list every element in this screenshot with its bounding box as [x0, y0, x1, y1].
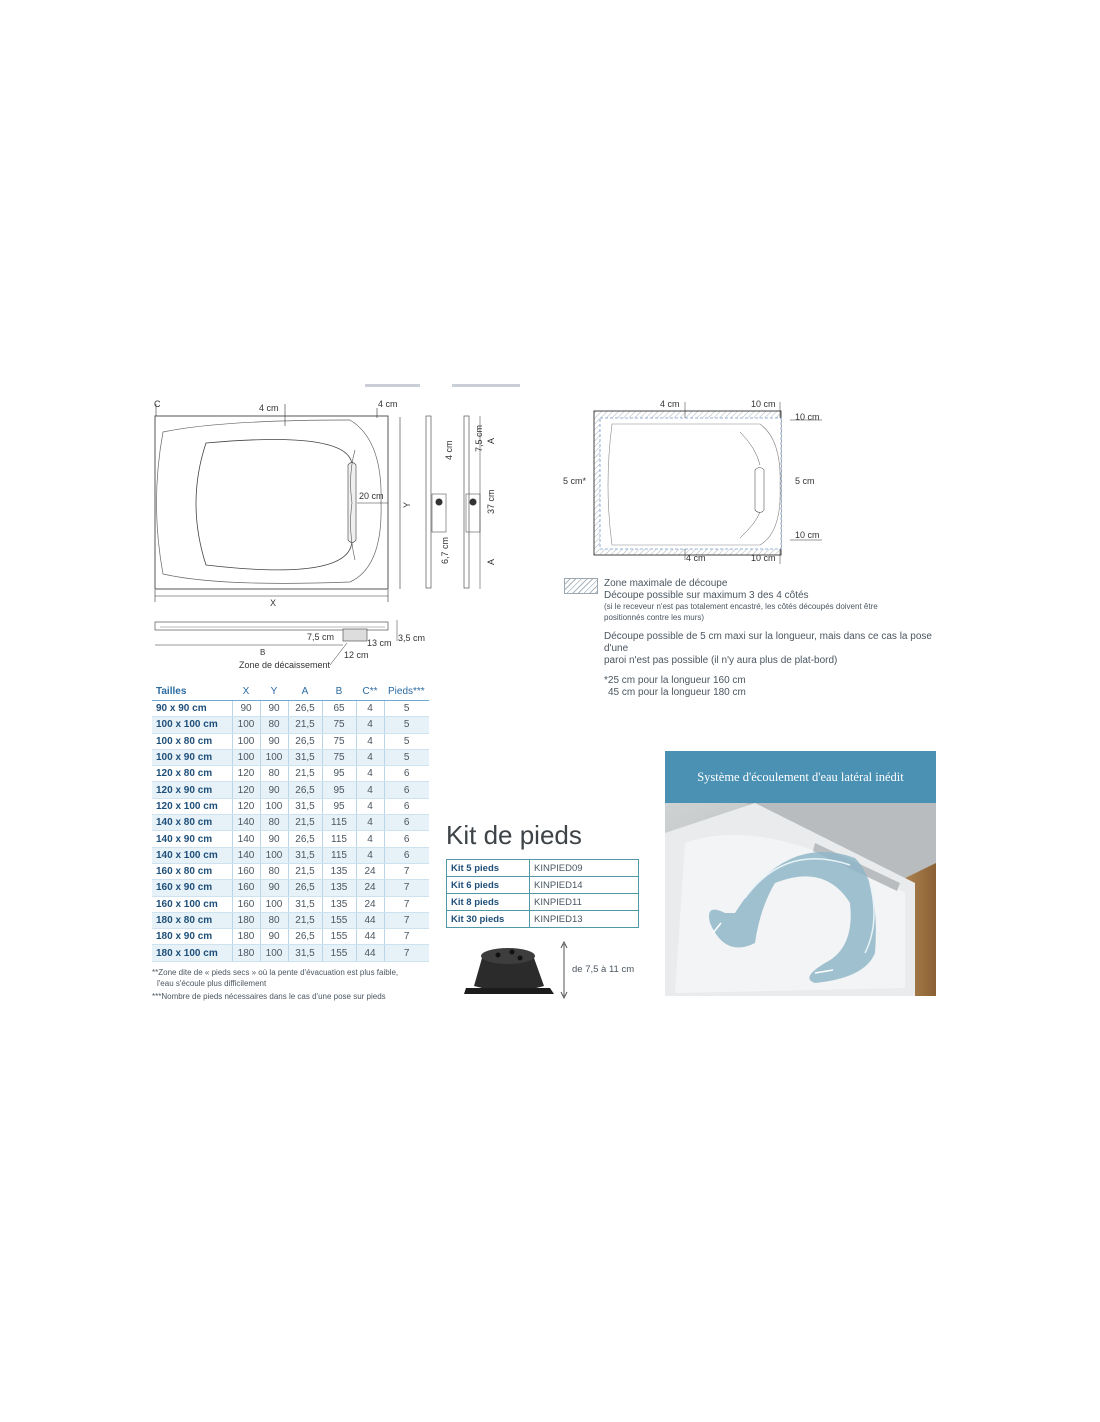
dim-c-label: C: [154, 399, 161, 409]
sizes-row: [152, 798, 429, 814]
size-value: 31,5: [288, 847, 322, 863]
size-value: 100: [232, 733, 260, 749]
profile-75cm-label: 7,5 cm: [307, 632, 335, 642]
size-value: 135: [322, 896, 356, 912]
size-value: 26,5: [288, 831, 322, 847]
sizes-row: [152, 782, 429, 798]
size-value: 4: [356, 733, 384, 749]
size-value: 90: [232, 701, 260, 717]
size-value: 90: [260, 733, 288, 749]
table-notes: [152, 968, 432, 1003]
kit-row: [447, 860, 639, 877]
size-value: 21,5: [288, 912, 322, 928]
note-1: **Zone dite de « pieds secs » où la pente d'évacuation est plus faible,: [152, 968, 399, 977]
size-value: 44: [356, 945, 384, 961]
right-10cm-bottom-label: 10 cm: [795, 530, 820, 540]
size-value: 90: [260, 782, 288, 798]
bottom-10cm-label: 10 cm: [751, 553, 776, 563]
side-a-top-label: A: [486, 437, 496, 444]
size-value: 115: [322, 831, 356, 847]
size-value: 26,5: [288, 880, 322, 896]
kit-table: [446, 859, 639, 928]
side-75cm-label: 7,5 cm: [474, 424, 484, 452]
size-value: 4: [356, 815, 384, 831]
top-4cm-label: 4 cm: [660, 399, 680, 409]
kit-title: Kit de pieds: [446, 820, 582, 850]
tray-plan-diagram: [140, 380, 520, 680]
size-value: 100: [232, 749, 260, 765]
dim-20cm-label: 20 cm: [359, 491, 384, 501]
size-value: 4: [356, 749, 384, 765]
col-tailles: Tailles: [152, 682, 232, 701]
side-67cm-label: 6,7 cm: [440, 536, 450, 564]
size-value: 120: [232, 782, 260, 798]
size-value: 140: [232, 815, 260, 831]
sizes-row: [152, 717, 429, 733]
size-value: 80: [260, 863, 288, 879]
size-value: 44: [356, 912, 384, 928]
size-value: 80: [260, 766, 288, 782]
hatch-swatch: [564, 578, 598, 594]
size-value: 44: [356, 929, 384, 945]
legend-line4: Découpe possible de 5 cm maxi sur la longueur, mais dans ce cas la pose d'une: [604, 631, 932, 654]
kit-name: Kit 6 pieds: [447, 877, 530, 894]
side-4cm-label: 4 cm: [444, 440, 454, 460]
profile-35cm-label: 3,5 cm: [398, 633, 426, 643]
size-label: 100 x 80 cm: [152, 733, 232, 749]
legend-line5: paroi n'est pas possible (il n'y aura plus de plat-bord): [604, 655, 838, 666]
size-value: 4: [356, 782, 384, 798]
legend-title: Zone maximale de découpe: [604, 578, 728, 589]
dim-x-label: X: [270, 598, 277, 608]
sizes-row: [152, 701, 429, 717]
dim-y-label: Y: [402, 501, 412, 508]
size-value: 140: [232, 831, 260, 847]
size-value: 6: [384, 798, 429, 814]
kit-reference: KINPIED14: [530, 877, 639, 894]
sizes-row: [152, 749, 429, 765]
size-value: 21,5: [288, 717, 322, 733]
size-value: 75: [322, 717, 356, 733]
size-value: 7: [384, 880, 429, 896]
right-5cm-label: 5 cm: [795, 476, 815, 486]
size-value: 100: [260, 945, 288, 961]
size-label: 100 x 100 cm: [152, 717, 232, 733]
size-label: 90 x 90 cm: [152, 701, 232, 717]
size-value: 31,5: [288, 945, 322, 961]
size-value: 26,5: [288, 929, 322, 945]
sizes-row: [152, 815, 429, 831]
size-value: 21,5: [288, 766, 322, 782]
left-5cm-label: 5 cm*: [563, 476, 587, 486]
size-value: 4: [356, 831, 384, 847]
size-value: 100: [232, 717, 260, 733]
size-value: 4: [356, 766, 384, 782]
size-value: 100: [260, 749, 288, 765]
legend-line1: Découpe possible sur maximum 3 des 4 côtés: [604, 590, 809, 601]
size-value: 31,5: [288, 798, 322, 814]
size-value: 120: [232, 798, 260, 814]
size-label: 180 x 90 cm: [152, 929, 232, 945]
size-value: 6: [384, 782, 429, 798]
size-value: 24: [356, 880, 384, 896]
size-label: 120 x 90 cm: [152, 782, 232, 798]
legend-line7: 45 cm pour la longueur 180 cm: [608, 687, 746, 698]
side-a-bottom-label: A: [486, 558, 496, 565]
sizes-table: [152, 682, 429, 962]
size-value: 75: [322, 733, 356, 749]
size-value: 90: [260, 929, 288, 945]
sizes-row: [152, 912, 429, 928]
kit-reference: KINPIED09: [530, 860, 639, 877]
size-value: 100: [260, 847, 288, 863]
size-value: 135: [322, 880, 356, 896]
size-value: 31,5: [288, 896, 322, 912]
size-value: 80: [260, 912, 288, 928]
size-value: 160: [232, 863, 260, 879]
zone-decaissement-label: Zone de décaissement: [239, 660, 331, 670]
size-value: 31,5: [288, 749, 322, 765]
size-value: 155: [322, 912, 356, 928]
right-10cm-top-label: 10 cm: [795, 412, 820, 422]
sizes-row: [152, 896, 429, 912]
size-value: 24: [356, 863, 384, 879]
profile-13cm-label: 13 cm: [367, 638, 392, 648]
size-value: 100: [260, 896, 288, 912]
dim-4cm-label-b: 4 cm: [378, 399, 398, 409]
size-value: 80: [260, 815, 288, 831]
col-pieds: Pieds***: [384, 682, 429, 701]
side-37cm-label: 37 cm: [486, 489, 496, 514]
size-value: 65: [322, 701, 356, 717]
sizes-row: [152, 766, 429, 782]
size-label: 140 x 100 cm: [152, 847, 232, 863]
profile-b-label: B: [260, 648, 266, 657]
size-label: 160 x 100 cm: [152, 896, 232, 912]
sizes-row: [152, 945, 429, 961]
size-value: 6: [384, 831, 429, 847]
size-value: 5: [384, 749, 429, 765]
size-value: 26,5: [288, 782, 322, 798]
size-value: 90: [260, 701, 288, 717]
size-value: 4: [356, 798, 384, 814]
kit-name: Kit 30 pieds: [447, 911, 530, 928]
sizes-row: [152, 847, 429, 863]
foot-illustration: [460, 936, 570, 1004]
size-label: 180 x 100 cm: [152, 945, 232, 961]
size-value: 21,5: [288, 815, 322, 831]
photo-banner: Système d'écoulement d'eau latéral inédit: [665, 751, 936, 803]
size-value: 115: [322, 815, 356, 831]
size-value: 180: [232, 945, 260, 961]
col-y: Y: [260, 682, 288, 701]
size-value: 4: [356, 847, 384, 863]
kit-row: [447, 894, 639, 911]
size-value: 5: [384, 733, 429, 749]
sizes-row: [152, 831, 429, 847]
sizes-row: [152, 863, 429, 879]
top-10cm-label: 10 cm: [751, 399, 776, 409]
size-value: 100: [260, 798, 288, 814]
note-3: ***Nombre de pieds nécessaires dans le cas d'une pose sur pieds: [152, 992, 386, 1001]
legend-line2: (si le receveur n'est pas totalement encastré, les côtés découpés doivent être: [604, 602, 878, 611]
size-value: 160: [232, 896, 260, 912]
sizes-row: [152, 929, 429, 945]
drain-photo-panel: [665, 751, 936, 996]
size-value: 155: [322, 929, 356, 945]
size-value: 90: [260, 831, 288, 847]
size-value: 7: [384, 945, 429, 961]
size-value: 135: [322, 863, 356, 879]
cutting-zone-diagram: [555, 395, 840, 570]
size-value: 21,5: [288, 863, 322, 879]
foot-height-label: de 7,5 à 11 cm: [572, 964, 635, 975]
kit-name: Kit 8 pieds: [447, 894, 530, 911]
kit-reference: KINPIED11: [530, 894, 639, 911]
size-value: 7: [384, 896, 429, 912]
size-value: 24: [356, 896, 384, 912]
size-value: 180: [232, 929, 260, 945]
size-value: 7: [384, 863, 429, 879]
size-value: 6: [384, 766, 429, 782]
size-value: 4: [356, 717, 384, 733]
size-value: 6: [384, 815, 429, 831]
kit-row: [447, 877, 639, 894]
size-value: 90: [260, 880, 288, 896]
size-value: 7: [384, 929, 429, 945]
size-value: 4: [356, 701, 384, 717]
sizes-row: [152, 880, 429, 896]
size-value: 95: [322, 798, 356, 814]
size-value: 155: [322, 945, 356, 961]
legend-line3: positionnés contre les murs): [604, 612, 705, 622]
size-label: 160 x 90 cm: [152, 880, 232, 896]
kit-row: [447, 911, 639, 928]
note-2: l'eau s'écoule plus difficilement: [157, 978, 267, 988]
size-value: 75: [322, 749, 356, 765]
size-label: 120 x 100 cm: [152, 798, 232, 814]
size-value: 180: [232, 912, 260, 928]
size-label: 180 x 80 cm: [152, 912, 232, 928]
size-label: 120 x 80 cm: [152, 766, 232, 782]
size-value: 5: [384, 701, 429, 717]
col-c: C**: [356, 682, 384, 701]
size-value: 95: [322, 782, 356, 798]
kit-reference: KINPIED13: [530, 911, 639, 928]
size-label: 100 x 90 cm: [152, 749, 232, 765]
bottom-4cm-label: 4 cm: [686, 553, 706, 563]
col-a: A: [288, 682, 322, 701]
size-value: 140: [232, 847, 260, 863]
dim-4cm-label-a: 4 cm: [259, 403, 279, 413]
profile-12cm-label: 12 cm: [344, 650, 369, 660]
col-b: B: [322, 682, 356, 701]
size-label: 160 x 80 cm: [152, 863, 232, 879]
size-value: 26,5: [288, 733, 322, 749]
size-value: 115: [322, 847, 356, 863]
size-value: 95: [322, 766, 356, 782]
size-value: 80: [260, 717, 288, 733]
zone-legend: [604, 578, 944, 699]
size-value: 160: [232, 880, 260, 896]
col-x: X: [232, 682, 260, 701]
size-value: 120: [232, 766, 260, 782]
kit-name: Kit 5 pieds: [447, 860, 530, 877]
sizes-row: [152, 733, 429, 749]
size-label: 140 x 80 cm: [152, 815, 232, 831]
size-value: 6: [384, 847, 429, 863]
shower-tray-photo: [665, 803, 936, 996]
size-label: 140 x 90 cm: [152, 831, 232, 847]
legend-line6: *25 cm pour la longueur 160 cm: [604, 675, 746, 686]
size-value: 26,5: [288, 701, 322, 717]
size-value: 7: [384, 912, 429, 928]
sizes-header-row: [152, 682, 429, 701]
size-value: 5: [384, 717, 429, 733]
